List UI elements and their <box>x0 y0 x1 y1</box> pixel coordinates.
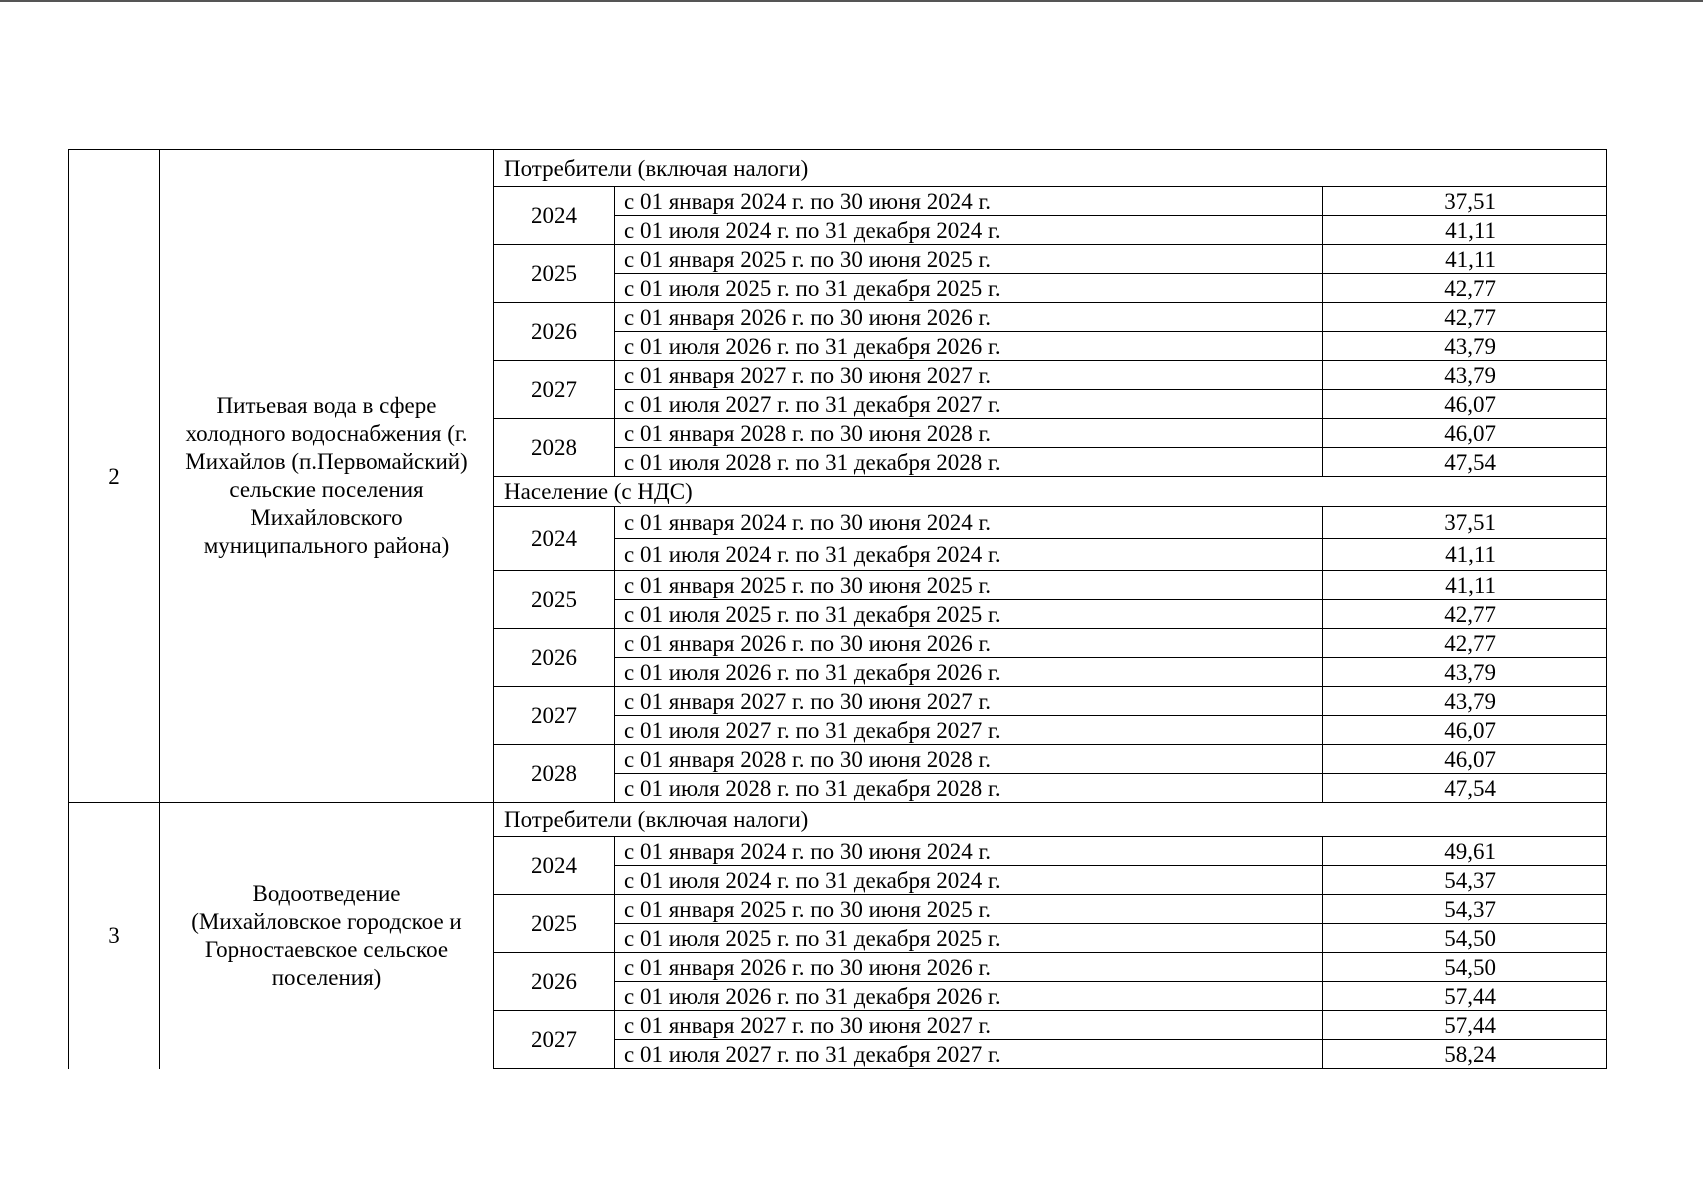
service-name <box>160 803 494 1069</box>
service-name-line: Водоотведение <box>252 880 401 906</box>
period-cell: с 01 января 2026 г. по 30 июня 2026 г. <box>615 629 1323 658</box>
period-cell: с 01 июля 2027 г. по 31 декабря 2027 г. <box>615 390 1323 419</box>
period-cell: с 01 июля 2024 г. по 31 декабря 2024 г. <box>615 866 1323 895</box>
tariff-value: 43,79 <box>1323 658 1607 687</box>
tariff-value: 42,77 <box>1323 629 1607 658</box>
period-cell: с 01 июля 2027 г. по 31 декабря 2027 г. <box>615 716 1323 745</box>
tariff-value: 54,37 <box>1323 895 1607 924</box>
period-cell: с 01 июля 2028 г. по 31 декабря 2028 г. <box>615 774 1323 803</box>
group-header-row <box>69 150 1607 187</box>
year-cell: 2028 <box>494 745 615 803</box>
period-cell: с 01 июля 2025 г. по 31 декабря 2025 г. <box>615 274 1323 303</box>
tariff-value: 46,07 <box>1323 716 1607 745</box>
period-cell: с 01 июля 2024 г. по 31 декабря 2024 г. <box>615 216 1323 245</box>
tariff-value: 47,54 <box>1323 448 1607 477</box>
tariff-value: 42,77 <box>1323 303 1607 332</box>
period-cell: с 01 января 2027 г. по 30 июня 2027 г. <box>615 687 1323 716</box>
period-cell: с 01 июля 2026 г. по 31 декабря 2026 г. <box>615 658 1323 687</box>
service-name-line: поселения) <box>271 964 382 990</box>
service-name-line: Михайловского <box>250 505 403 530</box>
service-name-line: Михайлов (п.Первомайский) <box>185 449 468 474</box>
year-cell: 2024 <box>494 187 615 245</box>
period-cell: с 01 января 2024 г. по 30 июня 2024 г. <box>615 187 1323 216</box>
tariff-value: 47,54 <box>1323 774 1607 803</box>
tariff-value: 43,79 <box>1323 687 1607 716</box>
service-name-line: муниципального района) <box>203 533 450 558</box>
year-cell: 2027 <box>494 361 615 419</box>
consumer-group-label: Потребители (включая налоги) <box>494 803 1607 837</box>
tariff-value: 42,77 <box>1323 600 1607 629</box>
tariff-value: 54,50 <box>1323 953 1607 982</box>
year-cell: 2027 <box>494 1011 615 1069</box>
tariff-value: 54,50 <box>1323 924 1607 953</box>
tariff-value: 57,44 <box>1323 982 1607 1011</box>
tariff-value: 46,07 <box>1323 419 1607 448</box>
year-cell: 2027 <box>494 687 615 745</box>
tariff-value: 41,11 <box>1323 571 1607 600</box>
service-name-line: (Михайловское городское и <box>191 908 462 934</box>
page-top-rule <box>0 0 1703 2</box>
tariff-table <box>68 149 1607 1069</box>
period-cell: с 01 января 2028 г. по 30 июня 2028 г. <box>615 419 1323 448</box>
period-cell: с 01 января 2025 г. по 30 июня 2025 г. <box>615 895 1323 924</box>
period-cell: с 01 января 2027 г. по 30 июня 2027 г. <box>615 1011 1323 1040</box>
tariff-value: 37,51 <box>1323 187 1607 216</box>
tariff-value: 41,11 <box>1323 539 1607 571</box>
period-cell: с 01 января 2026 г. по 30 июня 2026 г. <box>615 953 1323 982</box>
tariff-value: 42,77 <box>1323 274 1607 303</box>
year-cell: 2028 <box>494 419 615 477</box>
year-cell: 2025 <box>494 571 615 629</box>
period-cell: с 01 июля 2026 г. по 31 декабря 2026 г. <box>615 332 1323 361</box>
period-cell: с 01 июля 2025 г. по 31 декабря 2025 г. <box>615 600 1323 629</box>
service-name-line: Питьевая вода в сфере <box>216 393 437 418</box>
year-cell: 2024 <box>494 507 615 571</box>
year-cell: 2025 <box>494 245 615 303</box>
tariff-value: 37,51 <box>1323 507 1607 539</box>
period-cell: с 01 января 2028 г. по 30 июня 2028 г. <box>615 745 1323 774</box>
consumer-group-label: Потребители (включая налоги) <box>494 150 1607 187</box>
period-cell: с 01 января 2027 г. по 30 июня 2027 г. <box>615 361 1323 390</box>
year-cell: 2026 <box>494 953 615 1011</box>
period-cell: с 01 января 2026 г. по 30 июня 2026 г. <box>615 303 1323 332</box>
service-name-line: сельские поселения <box>229 477 424 502</box>
period-cell: с 01 июля 2024 г. по 31 декабря 2024 г. <box>615 539 1323 571</box>
service-name <box>160 150 494 803</box>
period-cell: с 01 января 2024 г. по 30 июня 2024 г. <box>615 837 1323 866</box>
tariff-value: 54,37 <box>1323 866 1607 895</box>
year-cell: 2026 <box>494 629 615 687</box>
tariff-value: 57,44 <box>1323 1011 1607 1040</box>
section-number: 2 <box>69 150 160 803</box>
year-cell: 2026 <box>494 303 615 361</box>
service-name-line: холодного водоснабжения (г. <box>185 421 468 446</box>
period-cell: с 01 января 2025 г. по 30 июня 2025 г. <box>615 245 1323 274</box>
period-cell: с 01 июля 2028 г. по 31 декабря 2028 г. <box>615 448 1323 477</box>
tariff-value: 41,11 <box>1323 245 1607 274</box>
year-cell: 2024 <box>494 837 615 895</box>
service-name-line: Горностаевское сельское <box>204 936 449 962</box>
tariff-value: 49,61 <box>1323 837 1607 866</box>
year-cell: 2025 <box>494 895 615 953</box>
period-cell: с 01 июля 2027 г. по 31 декабря 2027 г. <box>615 1040 1323 1069</box>
section-number: 3 <box>69 803 160 1069</box>
tariff-value: 41,11 <box>1323 216 1607 245</box>
period-cell: с 01 января 2024 г. по 30 июня 2024 г. <box>615 507 1323 539</box>
tariff-value: 46,07 <box>1323 390 1607 419</box>
consumer-group-label: Население (с НДС) <box>494 477 1607 507</box>
group-header-row <box>69 803 1607 837</box>
period-cell: с 01 января 2025 г. по 30 июня 2025 г. <box>615 571 1323 600</box>
tariff-value: 43,79 <box>1323 332 1607 361</box>
period-cell: с 01 июля 2025 г. по 31 декабря 2025 г. <box>615 924 1323 953</box>
tariff-value: 58,24 <box>1323 1040 1607 1069</box>
tariff-value: 43,79 <box>1323 361 1607 390</box>
tariff-table-body <box>69 150 1607 1069</box>
tariff-value: 46,07 <box>1323 745 1607 774</box>
period-cell: с 01 июля 2026 г. по 31 декабря 2026 г. <box>615 982 1323 1011</box>
